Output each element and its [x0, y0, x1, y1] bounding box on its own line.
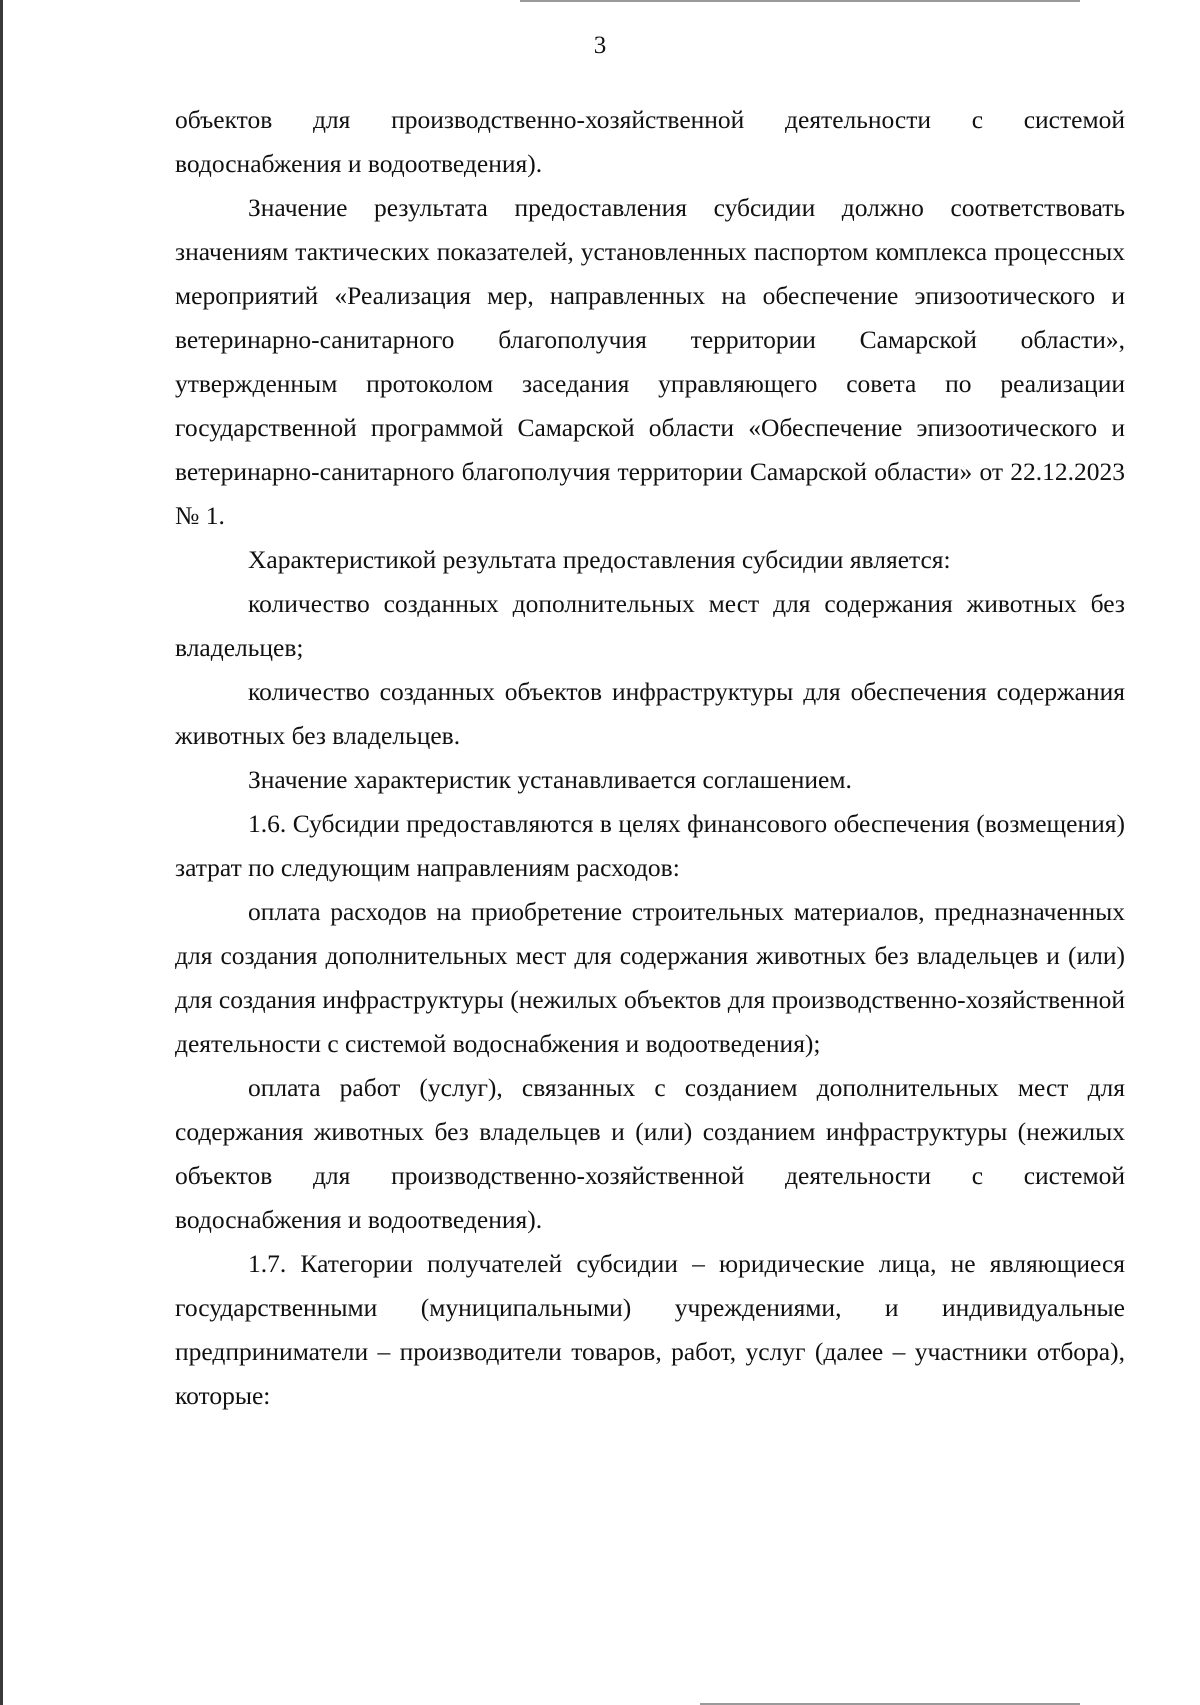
paragraph-section-1-7: 1.7. Категории получателей субсидии – юридические лица, не являющиеся государственными (муниципальными) учреждениями, и индивидуальные предприниматели – производители товаров, работ, услуг (далее – участники отбора), которые: — [175, 1249, 1125, 1410]
scan-left-edge — [0, 0, 3, 1705]
document-body — [175, 98, 1125, 1418]
paragraph-infrastructure-count: количество созданных объектов инфраструктуры для обеспечения содержания животных без владельцев. — [175, 677, 1125, 750]
paragraph-materials-expenses: оплата расходов на приобретение строительных материалов, предназначенных для создания дополнительных мест для содержания животных без владельцев и (или) для создания инфраструктуры (нежилых объектов для производственно-хозяйственной деятельности с системой водоснабжения и водоотведения); — [175, 897, 1125, 1058]
paragraph-result-value: Значение результата предоставления субсидии должно соответствовать значениям тактических показателей, установленных паспортом комплекса процессных мероприятий «Реализация мер, направленных на обеспечение эпизоотического и ветеринарно-санитарного благополучия территории Самарской области», утвержденным протоколом заседания управляющего совета по реализации государственной программой Самарской области «Обеспечение эпизоотического и ветеринарно-санитарного благополучия территории Самарской области» от 22.12.2023 № 1. — [175, 193, 1125, 530]
paragraph-characteristic-agreement: Значение характеристик устанавливается соглашением. — [248, 765, 852, 794]
page-number: 3 — [593, 32, 607, 59]
paragraph-section-1-6: 1.6. Субсидии предоставляются в целях финансового обеспечения (возмещения) затрат по следующим направлениям расходов: — [175, 809, 1125, 882]
paragraph-result-characteristic: Характеристикой результата предоставления субсидии является: — [248, 545, 951, 574]
paragraph-places-count: количество созданных дополнительных мест для содержания животных без владельцев; — [175, 589, 1125, 662]
scan-top-rule — [520, 0, 1080, 2]
paragraph-works-services-expenses: оплата работ (услуг), связанных с созданием дополнительных мест для содержания животных без владельцев и (или) созданием инфраструктуры (нежилых объектов для производственно-хозяйственной деятельности с системой водоснабжения и водоотведения). — [175, 1073, 1125, 1234]
paragraph-continuation: объектов для производственно-хозяйственной деятельности с системой водоснабжения и водоотведения). — [175, 105, 1125, 178]
